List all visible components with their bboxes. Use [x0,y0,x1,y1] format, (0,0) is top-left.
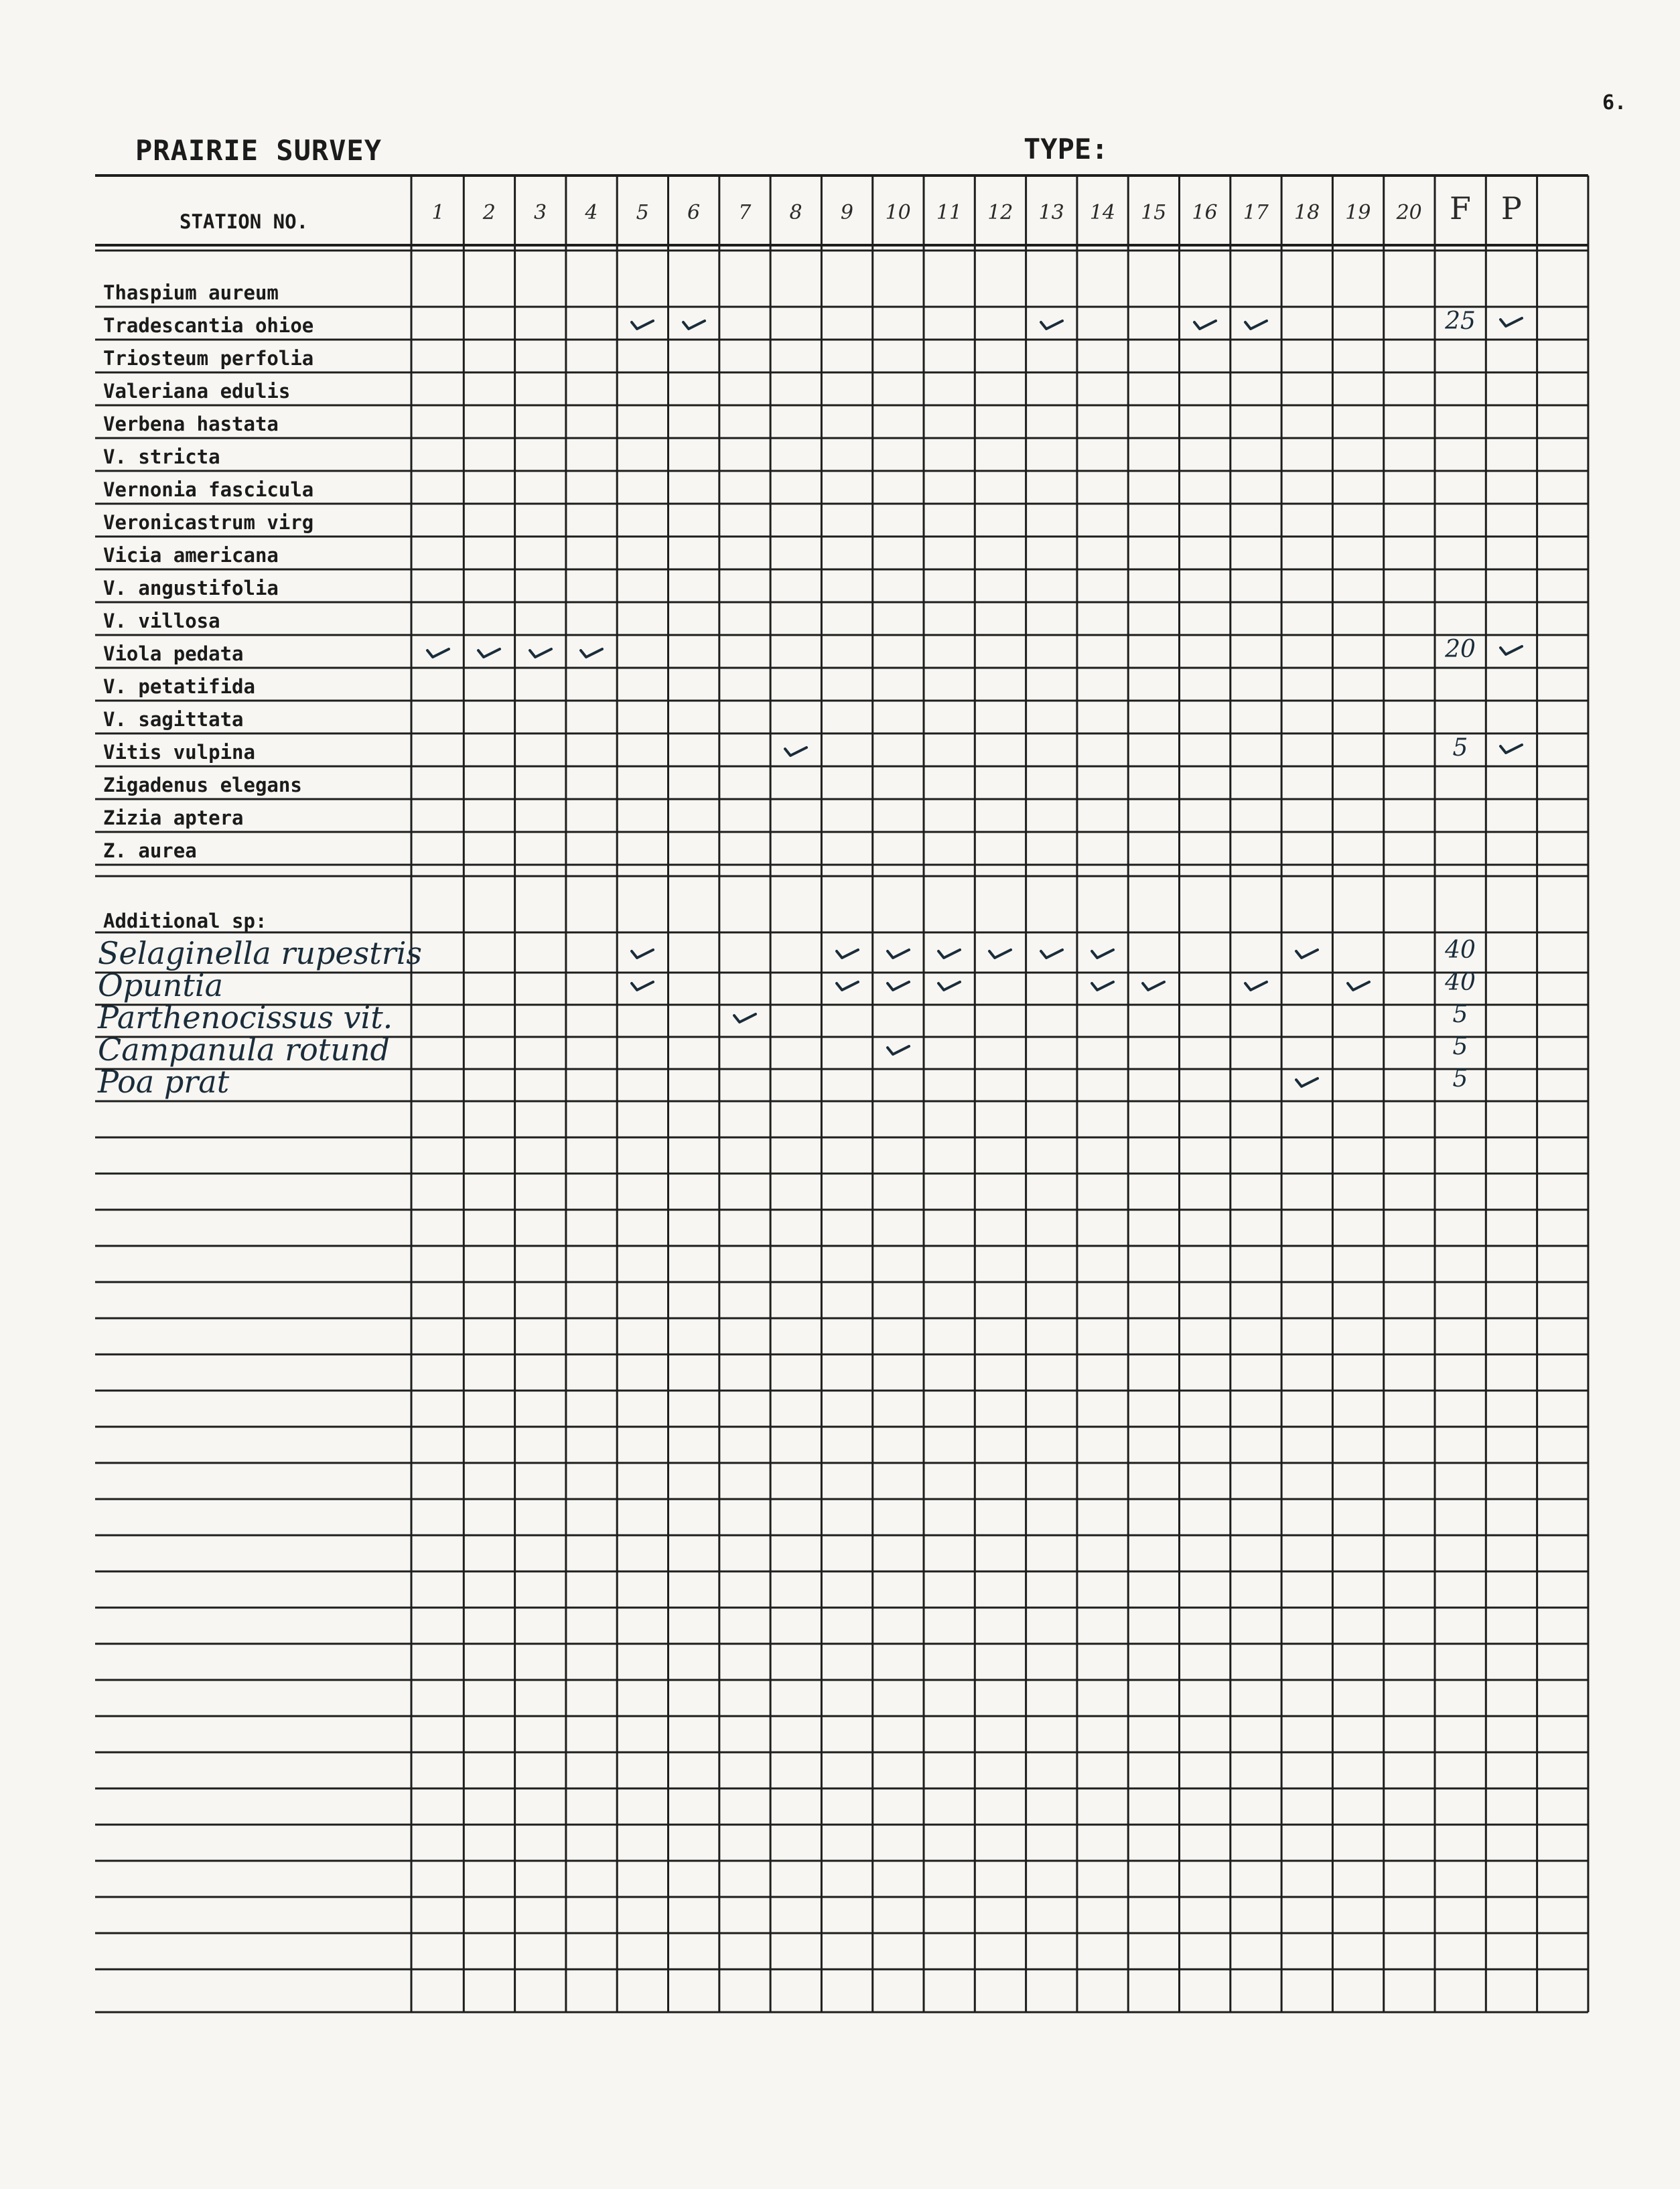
column-header-7: 7 [738,201,752,224]
station-check-mark [681,317,707,333]
station-check-mark [629,317,656,333]
species-name: Vitis vulpina [103,741,255,764]
station-check-mark [1293,1074,1320,1090]
species-name: Zigadenus elegans [103,774,302,796]
station-check-mark [578,645,605,661]
station-check-mark [1089,946,1116,962]
species-name: Tradescantia ohioe [103,314,314,337]
column-header-1: 1 [431,201,445,224]
frequency-value: 40 [1445,936,1476,964]
species-name: Triosteum perfolia [103,347,314,370]
column-header-18: 18 [1294,201,1320,224]
station-check-mark [834,978,861,994]
type-label: TYPE: [1024,133,1109,165]
frequency-value: 40 [1445,969,1476,996]
species-name: Vernonia fascicula [103,478,314,501]
station-check-mark [885,946,912,962]
station-check-mark [527,645,554,661]
column-header-F: F [1450,190,1471,226]
species-name: Veronicastrum virg [103,511,314,534]
form-title: PRAIRIE SURVEY [135,134,382,167]
species-name: Viola pedata [103,642,244,665]
column-header-P: P [1500,190,1522,226]
column-header-2: 2 [482,201,496,224]
column-header-6: 6 [687,201,701,224]
species-name: Parthenocissus vit. [98,999,393,1036]
station-check-mark [936,946,963,962]
frequency-value: 5 [1452,1033,1468,1060]
station-check-mark [1038,317,1065,333]
station-check-mark [1192,317,1218,333]
station-no-label: STATION NO. [180,210,309,233]
column-header-20: 20 [1396,201,1422,224]
frequency-value: 25 [1445,307,1476,335]
species-name: Z. aurea [103,839,197,862]
species-name: Zizia aptera [103,806,244,829]
species-name: V. sagittata [103,708,244,731]
frequency-value: 5 [1452,734,1468,762]
species-name: Campanula rotund [98,1032,390,1068]
species-name: Thaspium aureum [103,281,279,304]
station-check-mark [782,744,809,760]
column-header-16: 16 [1192,201,1218,224]
species-name: Opuntia [98,967,224,1003]
station-check-mark [476,645,502,661]
station-check-mark [425,645,451,661]
column-header-5: 5 [636,201,649,224]
column-header-8: 8 [789,201,802,224]
column-header-15: 15 [1141,201,1167,224]
station-check-mark [936,978,963,994]
station-check-mark [1243,317,1269,333]
station-check-mark [834,946,861,962]
column-header-4: 4 [585,201,598,224]
frequency-value: 5 [1452,1065,1468,1092]
species-name: V. villosa [103,610,220,632]
column-header-9: 9 [840,201,853,224]
station-check-mark [629,978,656,994]
page-number: 6. [1602,91,1627,115]
species-name: V. petatifida [103,675,255,698]
column-header-12: 12 [987,201,1013,224]
frequency-value: 20 [1445,636,1476,663]
column-header-10: 10 [885,201,911,224]
species-name: Vicia americana [103,544,279,567]
presence-check-mark [1498,314,1525,330]
station-check-mark [1089,978,1116,994]
column-header-17: 17 [1243,201,1269,224]
frequency-value: 5 [1452,1001,1468,1028]
station-check-mark [1038,946,1065,962]
station-check-mark [885,978,912,994]
column-header-19: 19 [1345,201,1371,224]
species-name: Selaginella rupestris [98,935,423,971]
station-check-mark [1243,978,1269,994]
species-name: Valeriana edulis [103,380,291,403]
station-check-mark [731,1010,758,1026]
additional-species-label: Additional sp: [103,910,267,932]
station-check-mark [1140,978,1167,994]
station-check-mark [1345,978,1372,994]
column-header-13: 13 [1038,201,1064,224]
presence-check-mark [1498,642,1525,658]
column-header-3: 3 [534,201,547,224]
column-header-14: 14 [1089,201,1115,224]
species-name: V. angustifolia [103,577,279,599]
station-check-mark [629,946,656,962]
station-check-mark [885,1042,912,1058]
column-header-11: 11 [936,201,963,224]
species-name: Verbena hastata [103,413,279,435]
station-check-mark [987,946,1013,962]
species-name: V. stricta [103,445,220,468]
station-check-mark [1293,946,1320,962]
species-name: Poa prat [98,1064,230,1100]
presence-check-mark [1498,741,1525,757]
